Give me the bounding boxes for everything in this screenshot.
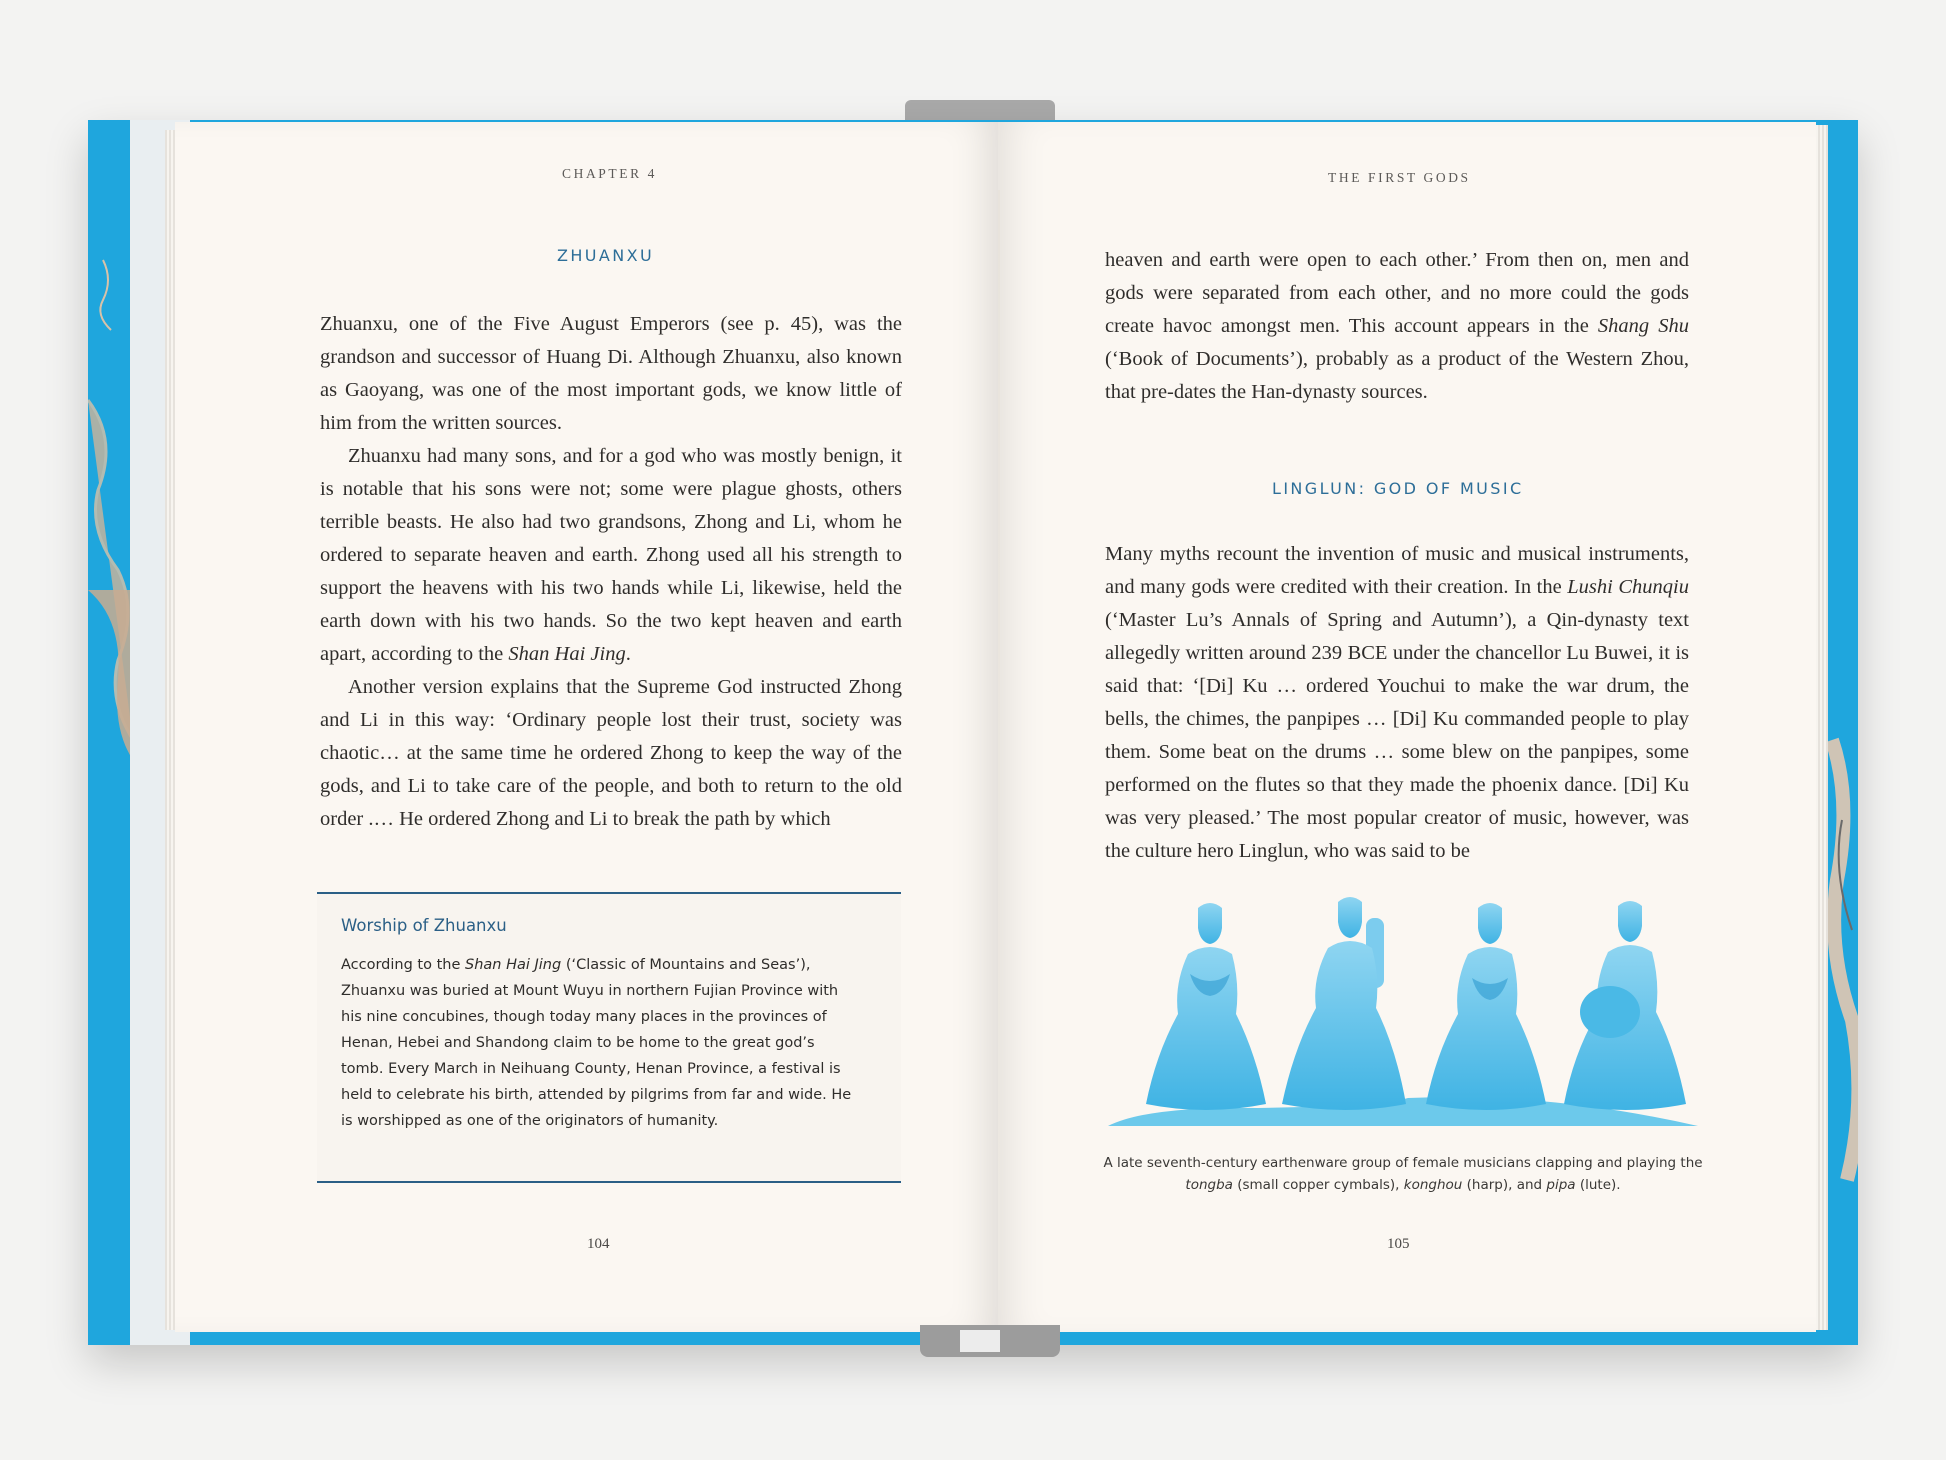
figurine-1 xyxy=(1146,903,1266,1110)
paragraph-linglun: Many myths recount the invention of music and musical instruments, and many gods were credited with their creation. In the Lushi Chunqiu (‘Master Lu’s Annals of Spring and Autumn’), a Qin-dynasty text allegedly written around 239 BCE under the chancellor Lu Buwei, it is said that: ‘[Di] Ku … ordered Youchui to make the war drum, the bells, the chimes, the panpipes … [Di] Ku commanded people to play them. Some beat on the drums … some blew on the panpipes, some performed on the flutes so that they made the phoenix dance. [Di] Ku was very pleased.’ The most popular creator of music, however, was the culture hero Linglun, who was said to be xyxy=(1105,543,1689,862)
sidebar-title: Worship of Zhuanxu xyxy=(341,916,507,935)
left-body-text xyxy=(320,308,902,836)
page-edges-right xyxy=(1814,125,1828,1330)
section-heading-zhuanxu: ZHUANXU xyxy=(557,246,655,265)
figurine-4 xyxy=(1564,901,1686,1110)
book-gutter xyxy=(998,190,1000,1290)
musicians-figurines-image xyxy=(1108,894,1698,1134)
figure-caption: A late seventh-century earthenware group of female musicians clapping and playing the tongba (small copper cymbals), konghou (harp), and pipa (lute). xyxy=(1103,1155,1703,1193)
page-number-right: 105 xyxy=(1387,1236,1410,1252)
paragraph-3: Another version explains that the Supreme God instructed Zhong and Li in this way: ‘Ordinary people lost their trust, society was chaotic… at the same time he ordered Zhong to keep the way of the gods, and Li to take care of the people, and both to return to the old order .… He ordered Zhong and Li to break the path by which xyxy=(320,676,902,830)
paragraph-2: Zhuanxu had many sons, and for a god who was mostly benign, it is notable that his sons were not; some were plague ghosts, others terrible beasts. He also had two grandsons, Zhong and Li, whom he ordered to separate heaven and earth. Zhong used all his strength to support the heavens with his two hands while Li, likewise, held the earth down with his two hands. So the two kept heaven and earth apart, according to the Shan Hai Jing. xyxy=(320,445,902,665)
cover-illustration-left xyxy=(88,120,133,1345)
section-heading-linglun: LINGLUN: GOD OF MUSIC xyxy=(1272,479,1524,498)
right-body-text-2 xyxy=(1105,538,1689,868)
sidebar-box xyxy=(317,892,901,1183)
right-page xyxy=(998,122,1816,1332)
page-number-left: 104 xyxy=(587,1236,610,1252)
paragraph-continued: heaven and earth were open to each other.’ From then on, men and gods were separated from each other, and no more could the gods create havoc amongst men. This account appears in the Shang Shu (‘Book of Documents’), probably as a product of the Western Zhou, that pre-dates the Han-dynasty sources. xyxy=(1105,249,1690,403)
paragraph-1: Zhuanxu, one of the Five August Emperors (see p. 45), was the grandson and successor of Huang Di. Although Zhuanxu, also known as Gaoyang, was one of the most important gods, we know little of him from the written sources. xyxy=(320,313,902,434)
figurine-3 xyxy=(1426,903,1546,1110)
running-head-left: CHAPTER 4 xyxy=(562,166,658,181)
figurine-2 xyxy=(1282,897,1406,1110)
sidebar-text: According to the Shan Hai Jing (‘Classic of Mountains and Seas’), Zhuanxu was buried at Mount Wuyu in northern Fujian Province with his nine concubines, though today many places in the provinces of Henan, Hebei and Shandong claim to be home to the great god’s tomb. Every March in Neihuang County, Henan Province, a festival is held to celebrate his birth, attended by pilgrims from far and wide. He is worshipped as one of the originators of humanity. xyxy=(341,957,852,1129)
headband xyxy=(960,1330,1000,1352)
right-body-text-1 xyxy=(1105,244,1689,409)
running-head-right: THE FIRST GODS xyxy=(1328,170,1471,185)
left-page xyxy=(175,122,998,1332)
